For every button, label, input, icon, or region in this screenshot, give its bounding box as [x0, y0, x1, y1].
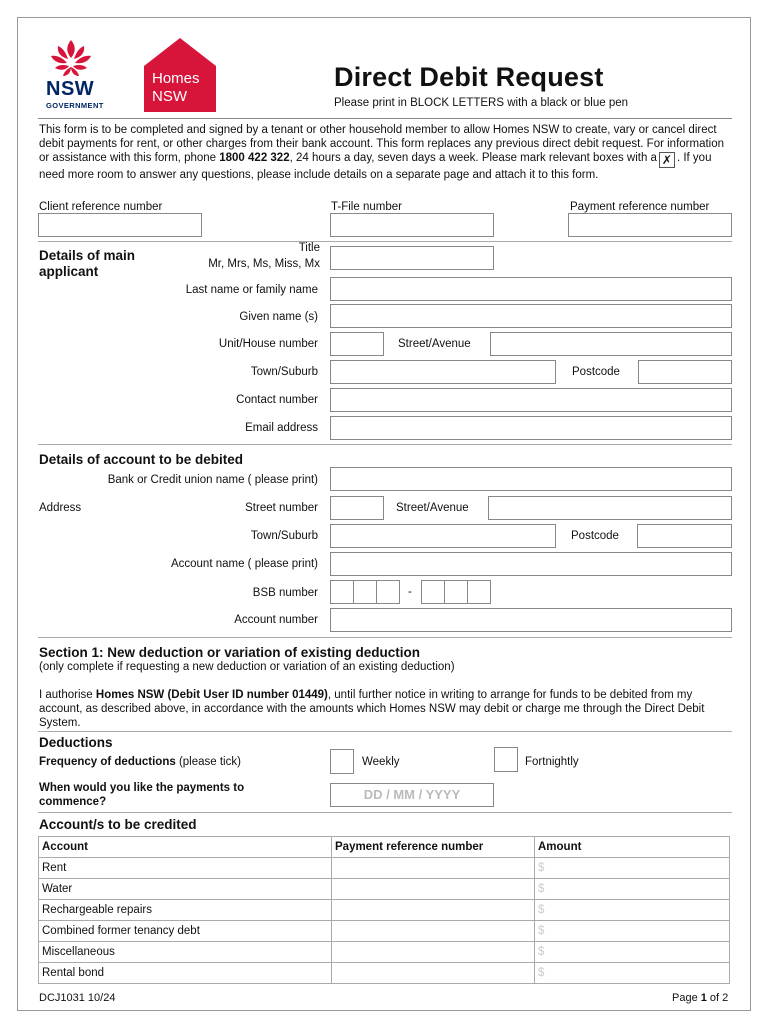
amount-cell[interactable]: $ — [535, 879, 730, 900]
page-subtitle: Please print in BLOCK LETTERS with a black or blue pen — [334, 97, 629, 109]
payment-ref-cell[interactable] — [332, 858, 535, 879]
page-post: of 2 — [706, 992, 729, 1004]
payment-ref-cell[interactable] — [332, 963, 535, 984]
unit-label: Unit/House number — [218, 338, 318, 350]
amount-cell[interactable]: $ — [535, 942, 730, 963]
applicant-heading: Details of main applicant — [39, 248, 136, 279]
account-heading: Details of account to be debited — [39, 452, 244, 467]
divider — [38, 731, 732, 732]
page-number — [672, 992, 728, 1004]
account-town-input[interactable] — [330, 524, 556, 548]
nsw-logo-word: NSW — [46, 78, 95, 100]
account-cell: Combined former tenancy debt — [39, 921, 332, 942]
section1-note: (only complete if requesting a new deduction or variation of an existing deduction) — [39, 661, 455, 673]
nsw-waratah-icon — [48, 38, 94, 80]
payment-ref-cell[interactable] — [332, 942, 535, 963]
table-row — [39, 963, 730, 984]
given-name-input[interactable] — [330, 304, 732, 328]
street-input[interactable] — [490, 332, 732, 356]
payment-ref-label: Payment reference number — [570, 201, 710, 213]
postcode-input[interactable] — [638, 360, 732, 384]
title-input[interactable] — [330, 246, 494, 270]
table-header-row — [39, 837, 730, 858]
table-row — [39, 942, 730, 963]
form-code: DCJ1031 10/24 — [39, 992, 116, 1004]
bsb-digit-input[interactable] — [444, 580, 468, 604]
credited-heading: Account/s to be credited — [39, 817, 197, 832]
account-postcode-label: Postcode — [571, 530, 619, 542]
account-name-label: Account name ( please print) — [170, 558, 318, 570]
deductions-heading: Deductions — [39, 735, 113, 750]
weekly-label: Weekly — [362, 756, 400, 768]
intro-text-2: , 24 hours a day, seven days a week. Please mark relevant boxes with a — [289, 152, 657, 164]
auth-bold: Homes NSW (Debit User ID number 01449) — [95, 689, 328, 701]
account-number-input[interactable] — [330, 608, 732, 632]
table-row — [39, 900, 730, 921]
account-number-label: Account number — [234, 614, 318, 626]
frequency-label — [39, 756, 241, 768]
homes-logo-line1: Homes — [152, 70, 200, 87]
commence-label: When would you like the payments to commence? — [39, 782, 245, 808]
divider — [38, 444, 732, 445]
frequency-bold: Frequency of deductions — [39, 756, 176, 768]
page-pre: Page — [672, 992, 701, 1004]
frequency-rest: (please tick) — [175, 756, 241, 768]
tfile-label: T-File number — [331, 201, 402, 213]
bank-label: Bank or Credit union name ( please print) — [107, 474, 318, 486]
account-street-label: Street/Avenue — [396, 502, 469, 514]
last-name-label: Last name or family name — [185, 284, 318, 296]
payment-ref-input[interactable] — [568, 213, 732, 237]
contact-input[interactable] — [330, 388, 732, 412]
title-label: Title — [298, 242, 320, 254]
intro-text-3: . If you need more room to answer any questions, please include details on a separate page and attach it to this form. — [39, 152, 712, 181]
given-name-label: Given name (s) — [239, 311, 318, 323]
contact-label: Contact number — [236, 394, 318, 406]
bsb-digit-input[interactable] — [376, 580, 400, 604]
divider — [38, 118, 732, 119]
col-account: Account — [39, 837, 332, 858]
street-number-input[interactable] — [330, 496, 384, 520]
commence-date-input[interactable]: DD / MM / YYYY — [330, 783, 494, 807]
amount-cell[interactable]: $ — [535, 900, 730, 921]
title-options: Mr, Mrs, Ms, Miss, Mx — [208, 258, 320, 270]
col-amount: Amount — [535, 837, 730, 858]
unit-input[interactable] — [330, 332, 384, 356]
address-label: Address — [39, 502, 82, 514]
divider — [38, 812, 732, 813]
client-ref-label: Client reference number — [39, 201, 163, 213]
nsw-logo-government: GOVERNMENT — [46, 101, 104, 110]
account-town-label: Town/Suburb — [250, 530, 318, 542]
col-payment-ref: Payment reference number — [332, 837, 535, 858]
bsb-digit-input[interactable] — [353, 580, 377, 604]
bsb-label: BSB number — [252, 587, 318, 599]
page-title: Direct Debit Request — [334, 62, 604, 92]
town-input[interactable] — [330, 360, 556, 384]
postcode-label: Postcode — [572, 366, 620, 378]
auth-post: , until further notice in writing to arrange for funds to be debited from my account, as described above, in accordance with the amounts which Homes NSW may debit or charge me through the Direct Debit System. — [39, 689, 705, 729]
bank-input[interactable] — [330, 467, 732, 491]
street-label: Street/Avenue — [398, 338, 471, 350]
account-cell: Rent — [39, 858, 332, 879]
email-input[interactable] — [330, 416, 732, 440]
client-ref-input[interactable] — [38, 213, 202, 237]
intro-text-1: This form is to be completed and signed by a tenant or other household member to allow Homes NSW to create, vary or cancel direct debit payments for rent, or other charges from their bank account. This form replaces any previous direct debit request. For information or assistance with this form, phone — [39, 124, 725, 164]
page-current: 1 — [700, 992, 707, 1004]
account-cell: Rechargeable repairs — [39, 900, 332, 921]
account-cell: Water — [39, 879, 332, 900]
homes-logo-line2: NSW — [152, 88, 187, 105]
town-label: Town/Suburb — [250, 366, 318, 378]
divider — [38, 241, 732, 242]
tick-example-icon: ✗ — [659, 152, 675, 168]
account-name-input[interactable] — [330, 552, 732, 576]
tfile-input[interactable] — [330, 213, 494, 237]
table-row — [39, 921, 730, 942]
amount-cell[interactable]: $ — [535, 921, 730, 942]
account-cell: Miscellaneous — [39, 942, 332, 963]
street-number-label: Street number — [245, 502, 318, 514]
payment-ref-cell[interactable] — [332, 879, 535, 900]
last-name-input[interactable] — [330, 277, 732, 301]
table-row — [39, 858, 730, 879]
credited-table — [38, 836, 730, 984]
auth-pre: I authorise — [39, 689, 96, 701]
bsb-digit-input[interactable] — [467, 580, 491, 604]
amount-cell[interactable]: $ — [535, 963, 730, 984]
intro-phone: 1800 422 322 — [219, 152, 290, 164]
bsb-dash: - — [408, 586, 412, 598]
fortnightly-label: Fortnightly — [525, 756, 579, 768]
account-postcode-input[interactable] — [637, 524, 732, 548]
authorisation-text — [39, 688, 731, 730]
payment-ref-cell[interactable] — [332, 900, 535, 921]
bsb-digit-input[interactable] — [421, 580, 445, 604]
amount-cell[interactable]: $ — [535, 858, 730, 879]
divider — [38, 637, 732, 638]
bsb-digit-input[interactable] — [330, 580, 354, 604]
payment-ref-cell[interactable] — [332, 921, 535, 942]
account-cell: Rental bond — [39, 963, 332, 984]
email-label: Email address — [245, 422, 318, 434]
account-street-input[interactable] — [488, 496, 732, 520]
table-row — [39, 879, 730, 900]
intro-paragraph — [39, 123, 731, 182]
weekly-checkbox[interactable] — [330, 749, 354, 774]
section1-heading: Section 1: New deduction or variation of existing deduction — [39, 645, 421, 660]
fortnightly-checkbox[interactable] — [494, 747, 518, 772]
